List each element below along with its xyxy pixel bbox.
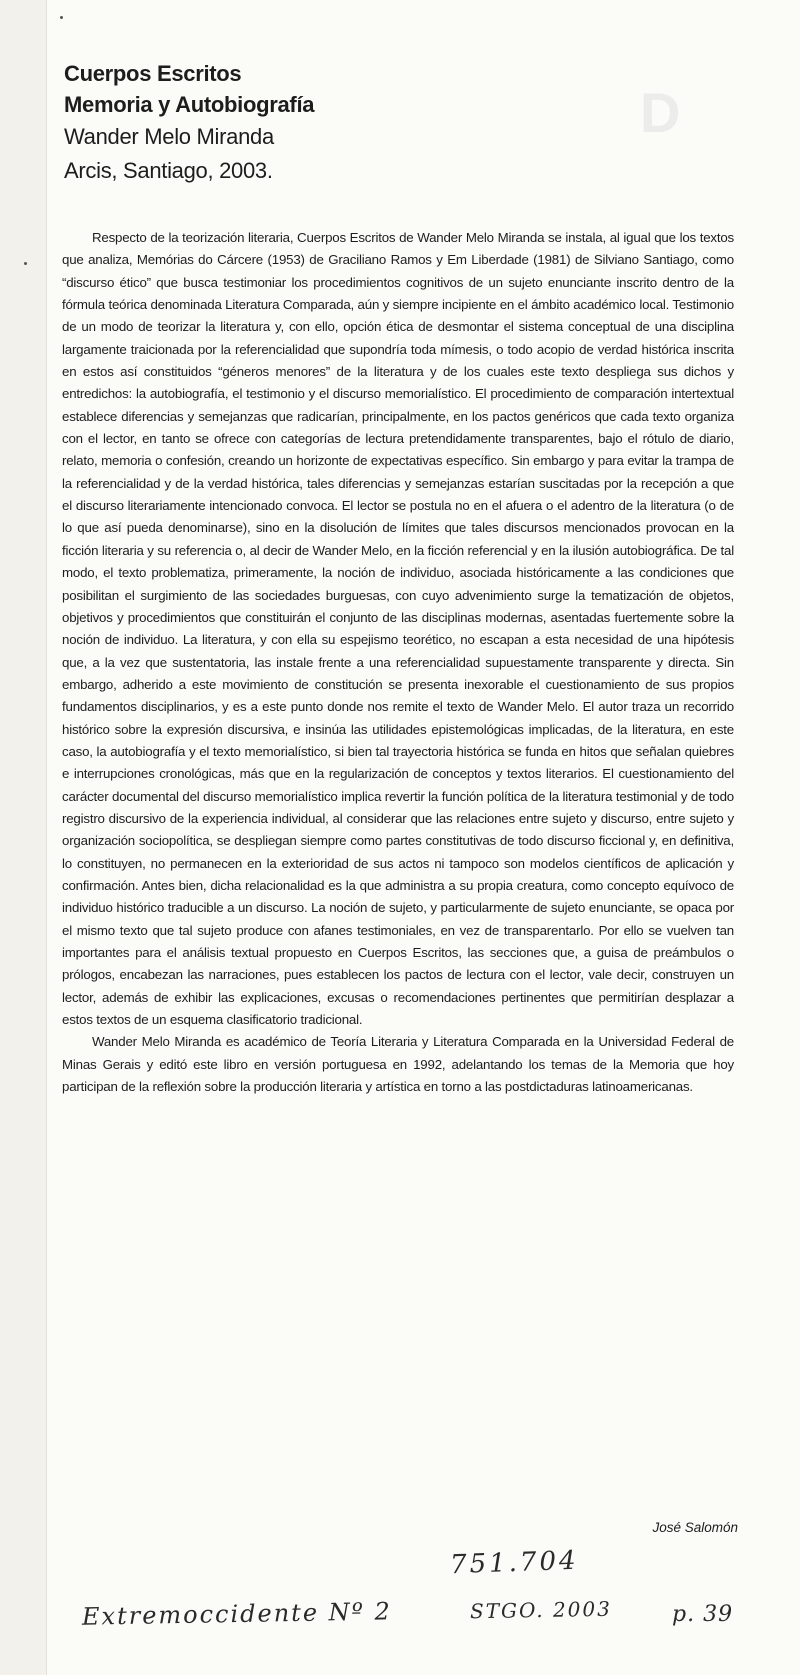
bleed-through-mark: D: [640, 81, 683, 144]
book-title: Cuerpos Escritos: [64, 61, 242, 86]
review-body: [62, 227, 734, 1098]
reviewer-signature: José Salomón: [652, 1520, 738, 1535]
handwritten-journal-name: Extremoccidente Nº 2: [81, 1597, 393, 1631]
book-header: [64, 58, 724, 188]
book-subtitle: Memoria y Autobiografía: [64, 92, 315, 117]
scan-speck: [24, 262, 27, 265]
book-publisher: Arcis, Santiago, 2003.: [64, 158, 273, 183]
handwritten-place-year: STGO. 2003: [469, 1596, 613, 1624]
review-paragraph-2: Wander Melo Miranda es académico de Teoría Literaria y Literatura Comparada en la Universidad Federal de Minas Gerais y editó este libro en versión portuguesa en 1992, adelantando los temas de la Memoria que hoy participan de la reflexión sobre la producción literaria y artística en torno a las postdictaduras latinoamericanas.: [62, 1034, 734, 1095]
scan-speck: [60, 16, 63, 19]
review-paragraph-1: Respecto de la teorización literaria, Cuerpos Escritos de Wander Melo Miranda se instala, al igual que los textos que analiza, Memórias do Cárcere (1953) de Graciliano Ramos y Em Liberdade (1981) de Silviano Santiago, como “discurso ético” que busca testimoniar los procedimientos cognitivos de un sujeto enunciante inscrito dentro de la fórmula teórica denominada Literatura Comparada, aún y siempre incipiente en el ámbito académico local. Testimonio de un modo de teorizar la literatura y, con ello, opción ética de desmontar el sistema conceptual de una disciplina largamente traicionada por la referencialidad que supondría toda mímesis, o todo acopio de verdad histórica inscrita en estos así constituidos “géneros menores” de la literatura y de los cuales este texto despliega sus dichos y entredichos: la autobiografía, el testimonio y el discurso memorialístico. El procedimiento de comparación intertextual establece diferencias y semejanzas que radicarían, principalmente, en los pactos genéricos que cada texto organiza con el lector, en tanto se ofrece con categorías de lectura pretendidamente transparentes, bajo el rótulo de diario, relato, memoria o confesión, creando un horizonte de expectativas específico. Sin embargo y para evitar la trampa de la referencialidad y de la verdad histórica, tales diferencias y semejanzas estarían suscitadas por la recepción a que el discurso literariamente intencionado convoca. El lector se postula no en el afuera o el adentro de la literatura (o de lo que así pueda denominarse), sino en la disolución de límites que tales discursos mencionados provocan en la ficción literaria y su referencia o, al decir de Wander Melo, en la ficción referencial y en la ilusión autobiográfica. De tal modo, el texto problematiza, primeramente, la noción de individuo, asociada históricamente a las condiciones que posibilitan el surgimiento de las sociedades burguesas, con cuyo advenimiento surge la tematización de objetos, objetivos y procedimientos que constituirán el conjunto de las disciplinas modernas, asentadas fuertemente sobre la noción de individuo. La literatura, y con ella su espejismo teorético, no escapan a esta necesidad de una hipótesis que, a la vez que sustentatoria, las instale frente a una referencialidad supuestamente transparente y directa. Sin embargo, adherido a este movimiento de constitución se presenta inexorable el cuestionamiento de sus propios fundamentos disciplinarios, y es a este punto donde nos remite el texto de Wander Melo. El autor traza un recorrido histórico sobre la expresión discursiva, e insinúa las utilidades epistemológicas implicadas, de la literatura, en este caso, la autobiografía y el texto memorialístico, si bien tal trayectoria histórica se funda en hitos que señalan quiebres e interrupciones cronológicas, más que en la regularización de conceptos y textos literarios. El cuestionamiento del carácter documental del discurso memorialístico implica revertir la función política de la literatura testimonial y de todo registro discursivo de la experiencia individual, al considerar que las relaciones entre sujeto y discurso, entre sujeto y organización sociopolítica, se despliegan siempre como partes constitutivas de todo discurso ficcional y, en definitiva, lo constituyen, no permanecen en la exterioridad de sus actos ni tampoco son modelos científicos de aplicación y confirmación. Antes bien, dicha relacionalidad es la que administra a su propia creatura, como concepto equívoco de individuo histórico traducible a un discurso. La noción de sujeto, y particularmente de sujeto enunciante, se opaca por el mismo texto que tal sujeto produce con afanes testimoniales, en vez de transparentarlo. Por ello se vuelven tan importantes para el análisis textual propuesto en Cuerpos Escritos, las secciones que, a guisa de preámbulos o prólogos, encabezan las narraciones, pues establecen los pactos de lectura con el lector, vale decir, construyen un lector, además de exhibir las explicaciones, excusas o recomendaciones pertinentes que permitirían desplazar a estos textos de un esquema clasificatorio tradicional.: [62, 230, 734, 1028]
book-author: Wander Melo Miranda: [64, 124, 274, 149]
handwritten-catalog-code: 751.704: [449, 1545, 580, 1581]
handwritten-page-number: p. 39: [672, 1602, 734, 1627]
